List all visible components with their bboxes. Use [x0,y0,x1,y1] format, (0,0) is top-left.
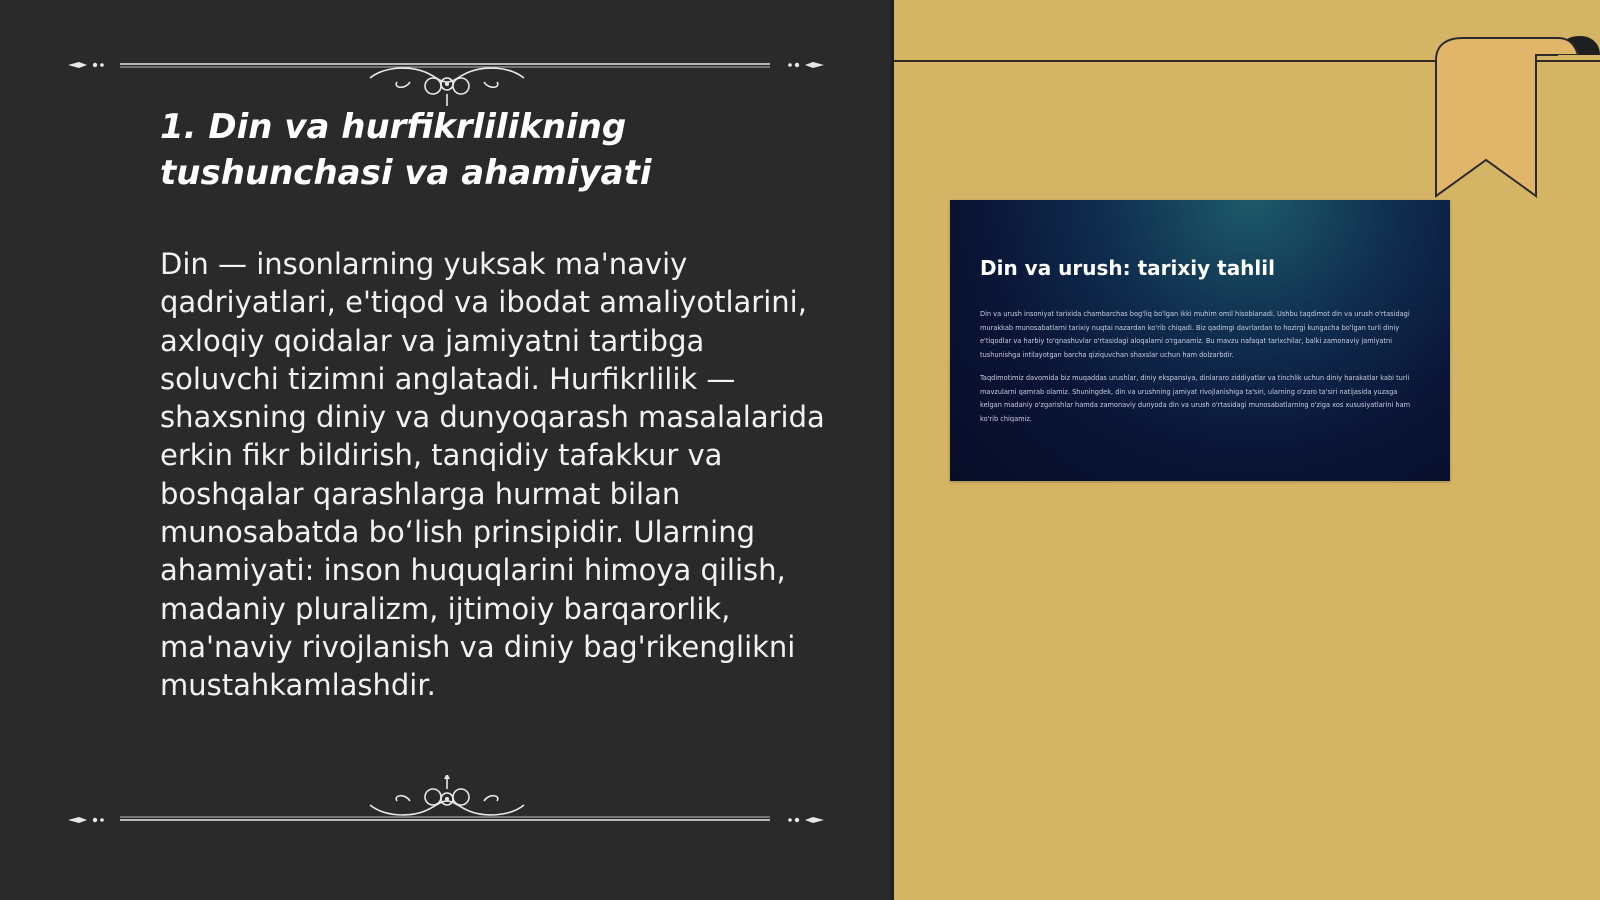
panel-divider [891,0,894,900]
slide-body-text: Din — insonlarning yuksak ma'naviy qadriyatlari, e'tiqod va ibodat amaliyotlarini, axloqiy qoidalar va jamiyatni tartibga soluvchi tizimni anglatadi. Hurfikrlilik — shaxsning diniy va dunyoqarash masalalarida erkin fikr bildirish, tanqidiy tafakkur va boshqalar qarashlarga hurmat bilan munosabatda bo‘lish prinsipidir. Ularning ahamiyati: inson huquqlarini himoya qilish, madaniy pluralizm, ijtimoiy barqarorlik, ma'naviy rivojlanish va diniy bag'rikenglikni mustahkamlashdir. [160,247,825,703]
slide-thumbnail[interactable] [950,200,1450,481]
thumbnail-title: Din va urush: tarixiy tahlil [980,256,1275,280]
slide-title: 1. Din va hurfikrlilikning tushunchasi va ahamiyati [160,107,652,193]
ornament-divider-bottom [65,775,827,825]
thumbnail-paragraph-1: Din va urush insoniyat tarixida chambarchas bog'liq bo'lgan ikki muhim omil hisoblanadi. Ushbu taqdimot din va urush o'rtasidagi murakkab munosabatlarni tarixiy nuqtai nazardan ko'rib chiqadi. Biz qadimgi davrlardan to hozirgi kungacha bo'lgan turli diniy e'tiqodlar va harbiy to'qnashuvlar o'rtasidagi aloqalarni o'rganamiz. Bu mavzu nafaqat tarixchilar, balki zamonaviy jamiyatni tushunishga intilayotgan barcha qiziquvchan shaxslar uchun ham dolzarbdir. [980,310,1410,359]
ornament-divider-top [65,58,827,108]
bookmark-ribbon-icon [1430,30,1600,205]
thumbnail-paragraph-2: Taqdimotimiz davomida biz muqaddas urushlar, diniy ekspansiya, dinlararo ziddiyatlar va tinchlik uchun diniy harakatlar kabi turli mavzularni qamrab olamiz. Shuningdek, din va urushning jamiyat rivojlanishiga ta'siri, ularning o'zaro ta'siri natijasida yuzaga kelgan madaniy o'zgarishlar hamda zamonaviy dunyoda din va urush o'rtasidagi munosabatlarning o'ziga xos xususiyatlarini ham ko'rib chiqamiz. [980,374,1411,423]
